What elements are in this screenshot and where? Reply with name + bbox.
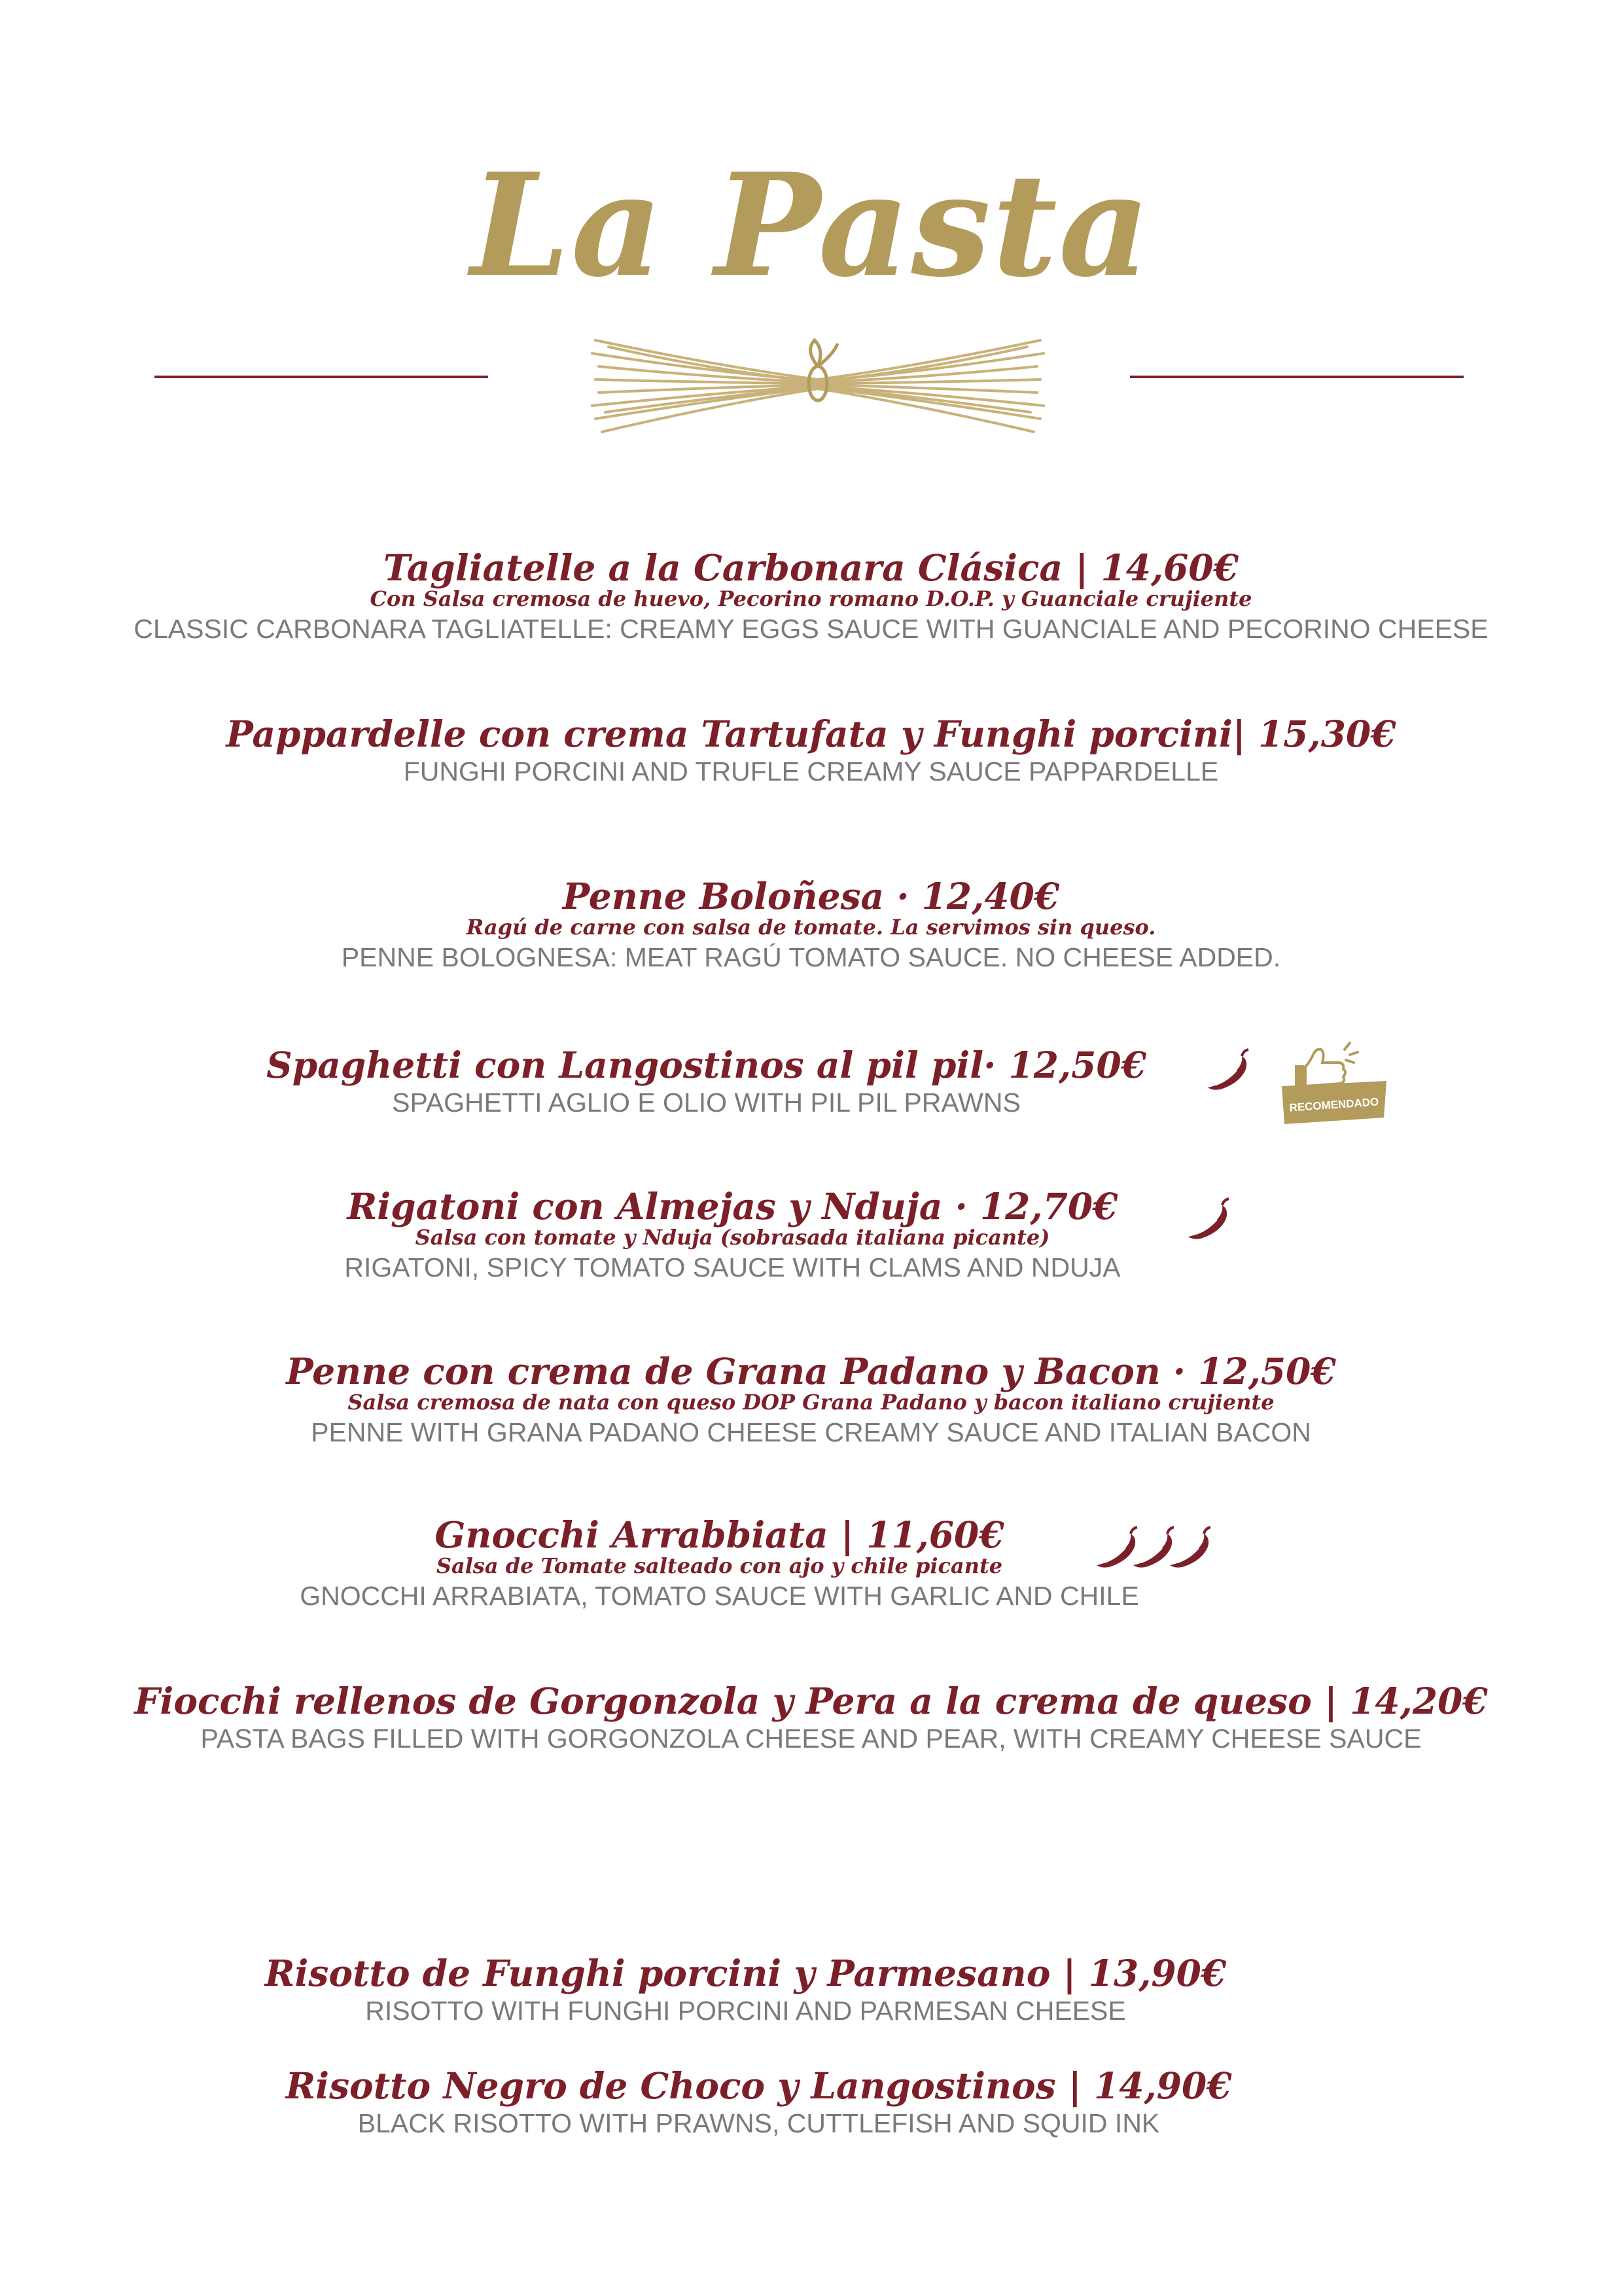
dish-name: Tagliatelle a la Carbonara Clásica | 14,60€ xyxy=(383,546,1239,589)
dish-english: PENNE WITH GRANA PADANO CHEESE CREAMY SAUCE AND ITALIAN BACON xyxy=(311,1417,1311,1447)
menu-item-gnocchi xyxy=(0,1513,1530,1611)
chili-icon xyxy=(1165,1525,1217,1570)
menu-item-rigatoni xyxy=(0,1185,1543,1282)
dish-description: Salsa cremosa de nata con queso DOP Grana Padano y bacon italiano crujiente xyxy=(347,1390,1275,1415)
menu-item-risotto-negro xyxy=(0,2064,1570,2138)
dish-name: Fiocchi rellenos de Gorgonzola y Pera a la crema de queso | 14,20€ xyxy=(134,1680,1488,1722)
dish-name: Risotto Negro de Choco y Langostinos | 14,90€ xyxy=(285,2064,1232,2107)
dish-description: Salsa de Tomate salteado con ajo y chile picante xyxy=(436,1553,1003,1578)
dish-name: Gnocchi Arrabbiata | 11,60€ xyxy=(434,1513,1004,1556)
dish-english: FUNGHI PORCINI AND TRUFLE CREAMY SAUCE PAPPARDELLE xyxy=(403,756,1219,786)
menu-item-risotto-funghi xyxy=(0,1952,1557,2026)
dish-english: PENNE BOLOGNESA: MEAT RAGÚ TOMATO SAUCE. NO CHEESE ADDED. xyxy=(341,942,1281,972)
menu-item-pappardelle xyxy=(0,713,1622,786)
badge-label: RECOMENDADO xyxy=(1288,1095,1379,1114)
dish-description: Ragú de carne con salsa de tomate. La servimos sin queso. xyxy=(466,915,1156,940)
menu-item-penne-bolonesa xyxy=(0,875,1622,972)
recommended-badge xyxy=(1279,1040,1390,1129)
dish-name: Spaghetti con Langostinos al pil pil· 12,50€ xyxy=(266,1044,1146,1086)
dish-english: SPAGHETTI AGLIO E OLIO WITH PIL PIL PRAWNS xyxy=(392,1087,1021,1118)
dish-english: GNOCCHI ARRABIATA, TOMATO SAUCE WITH GARLIC AND CHILE xyxy=(300,1581,1139,1611)
chili-icon xyxy=(1203,1047,1255,1093)
dish-description: Con Salsa cremosa de huevo, Pecorino romano D.O.P. y Guanciale crujiente xyxy=(370,586,1252,611)
pasta-bundle-icon xyxy=(589,327,1047,438)
menu-item-carbonara xyxy=(0,546,1622,644)
dish-name: Rigatoni con Almejas y Nduja · 12,70€ xyxy=(347,1185,1118,1227)
dish-description: Salsa con tomate y Nduja (sobrasada italiana picante) xyxy=(415,1225,1050,1250)
divider-right xyxy=(1130,376,1464,378)
chili-icon xyxy=(1183,1196,1235,1242)
dish-english: BLACK RISOTTO WITH PRAWNS, CUTTLEFISH AND SQUID INK xyxy=(357,2108,1160,2138)
dish-name: Penne con crema de Grana Padano y Bacon · 12,50€ xyxy=(286,1350,1336,1392)
dish-english: RISOTTO WITH FUNGHI PORCINI AND PARMESAN CHEESE xyxy=(365,1996,1126,2026)
dish-english: PASTA BAGS FILLED WITH GORGONZOLA CHEESE AND PEAR, WITH CREAMY CHEESE SAUCE xyxy=(200,1723,1422,1754)
page-title: La Pasta xyxy=(470,142,1152,308)
thumbs-up-icon xyxy=(1295,1043,1358,1086)
dish-english: CLASSIC CARBONARA TAGLIATELLE: CREAMY EGGS SAUCE WITH GUANCIALE AND PECORINO CHEESE xyxy=(133,614,1489,644)
dish-name: Risotto de Funghi porcini y Parmesano | 13,90€ xyxy=(264,1952,1227,1994)
dish-name: Penne Boloñesa · 12,40€ xyxy=(562,875,1060,917)
menu-item-fiocchi xyxy=(0,1680,1622,1754)
divider-left xyxy=(154,376,488,378)
dish-english: RIGATONI, SPICY TOMATO SAUCE WITH CLAMS AND NDUJA xyxy=(344,1252,1121,1282)
dish-name: Pappardelle con crema Tartufata y Funghi porcini| 15,30€ xyxy=(226,713,1396,755)
menu-item-penne-grana xyxy=(0,1350,1622,1447)
